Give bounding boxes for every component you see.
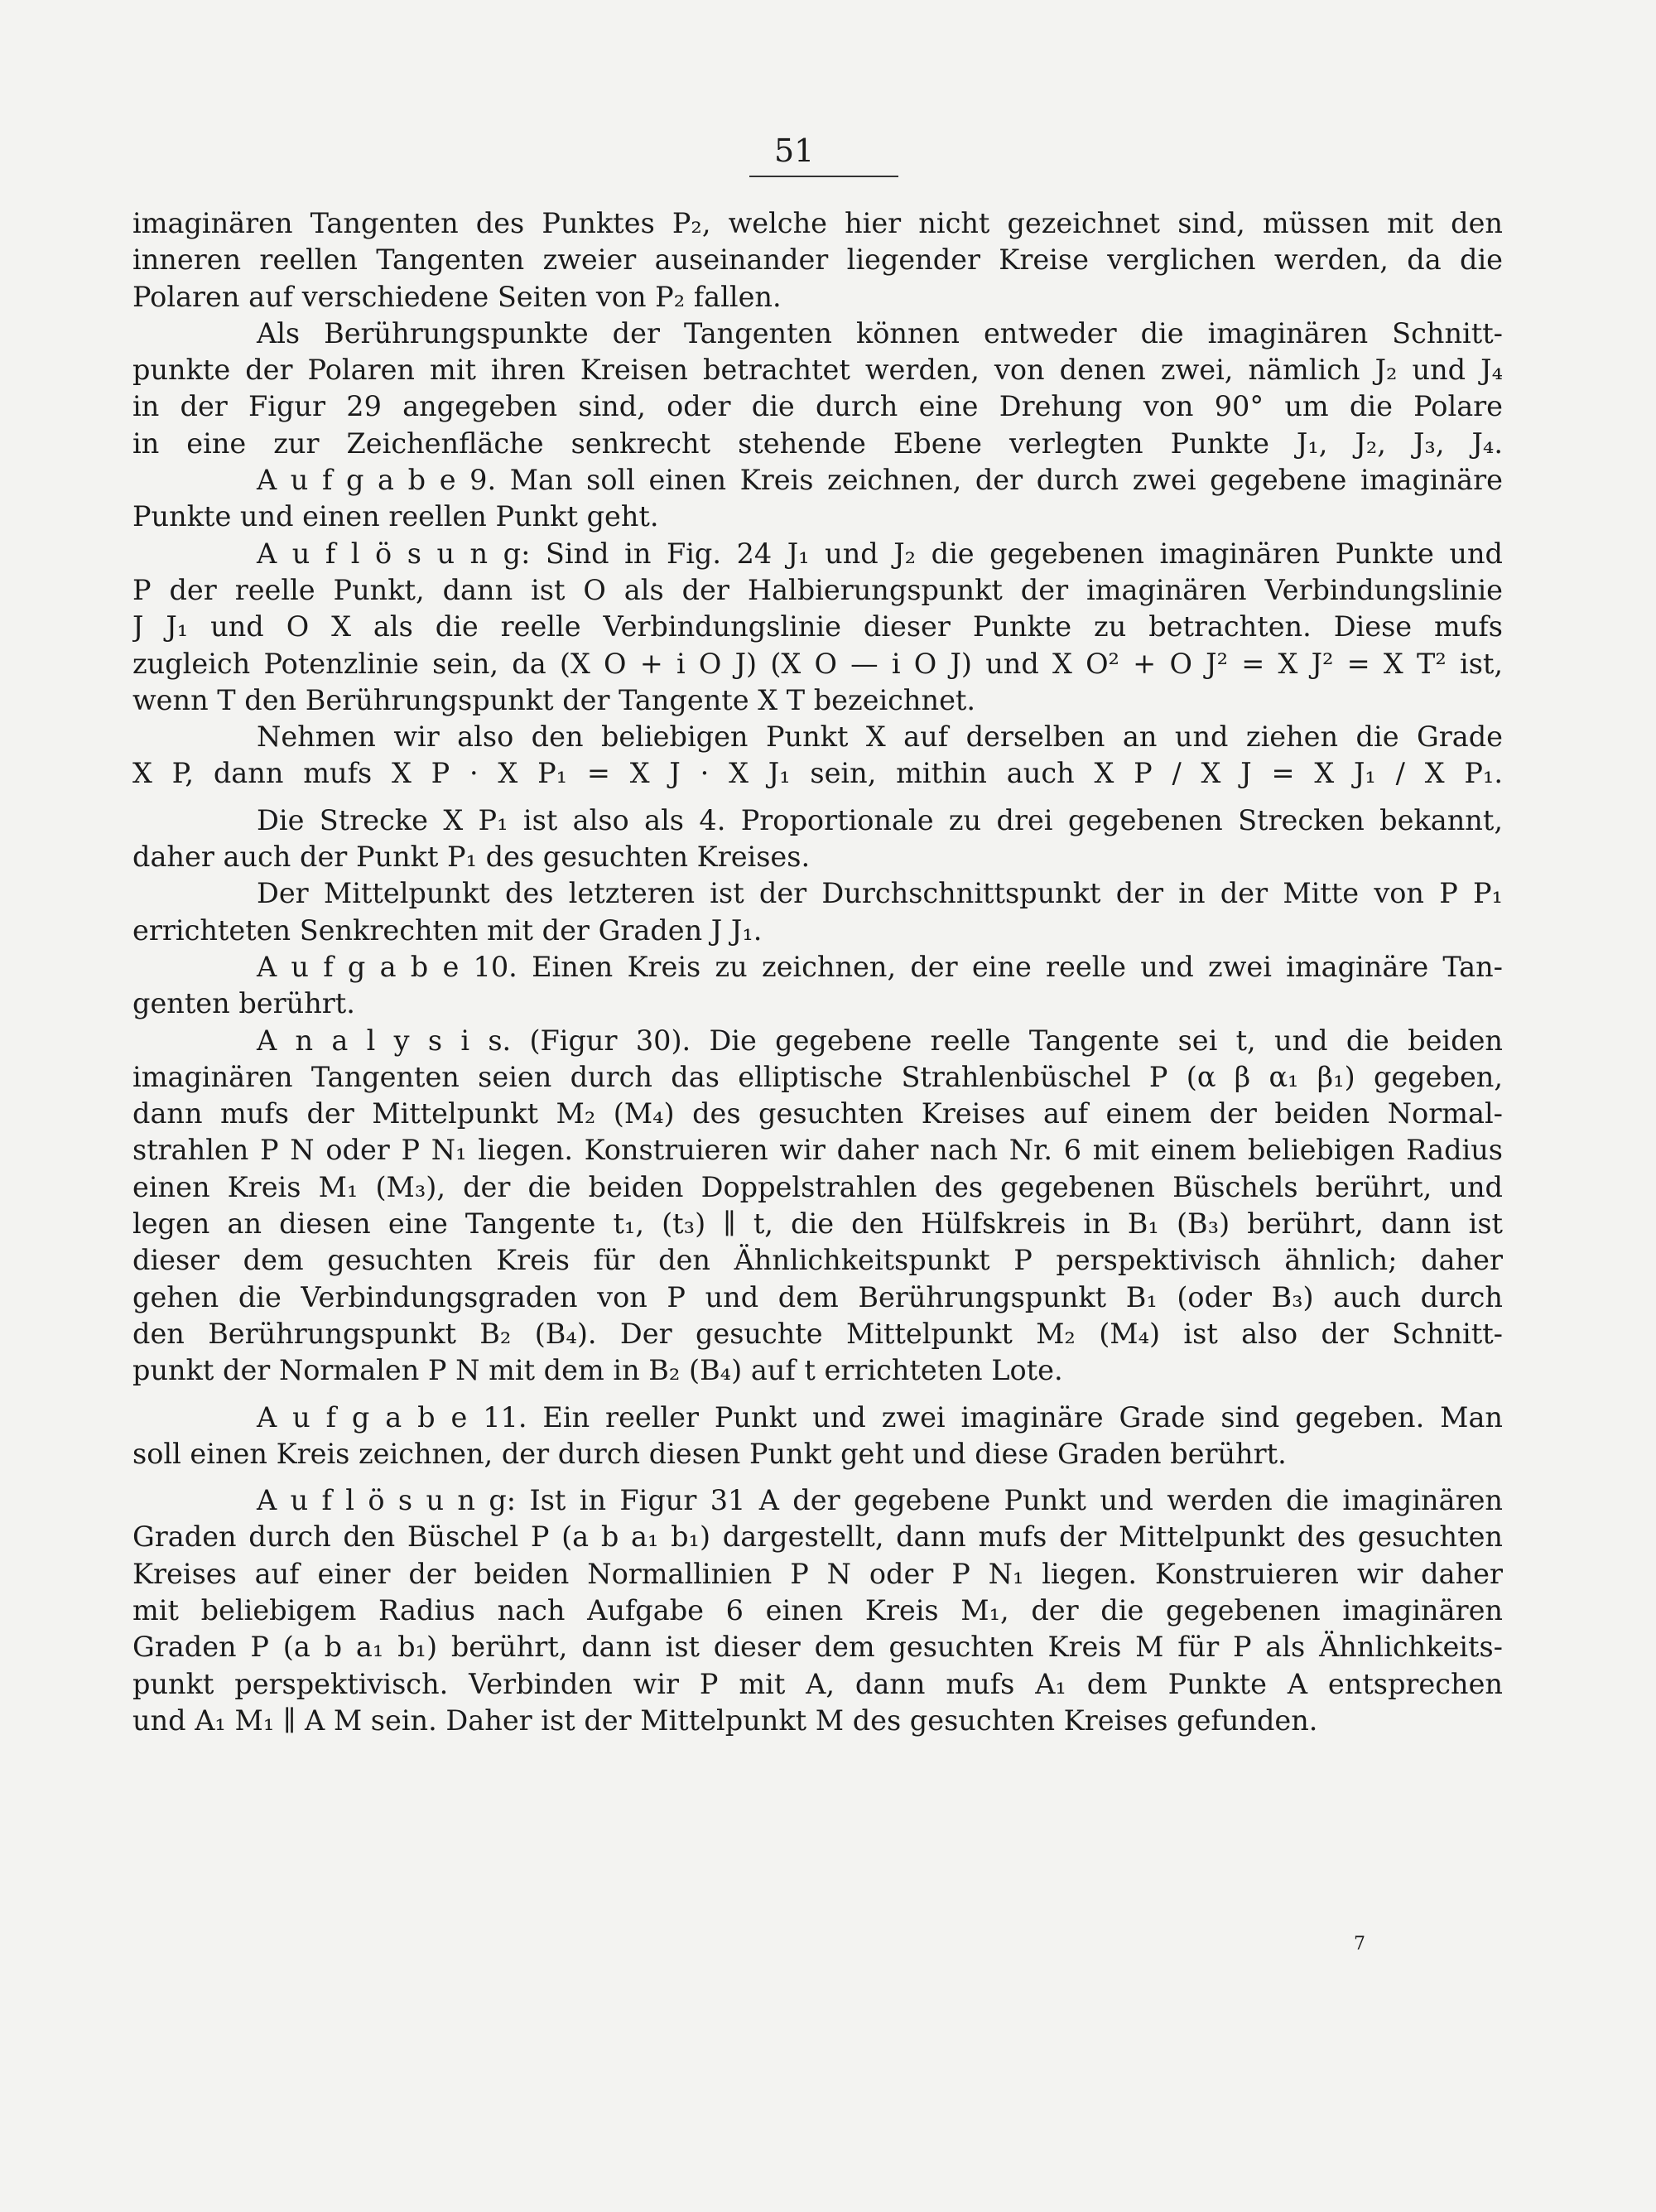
text-line: in eine zur Zeichenfläche senkrecht stehende Ebene verlegten Punkte J₁, J₂, J₃, J₄. [132, 426, 1503, 460]
text-line: daher auch der Punkt P₁ des gesuchten Kreises. [132, 841, 811, 874]
text-line: soll einen Kreis zeichnen, der durch diesen Punkt geht und diese Graden berührt. [132, 1437, 1287, 1470]
text-line: Der Mittelpunkt des letzteren ist der Durchschnittspunkt der in der Mitte von P P₁ [257, 877, 1503, 910]
text-line: strahlen P N oder P N₁ liegen. Konstruieren wir daher nach Nr. 6 mit einem beliebigen Radius [132, 1134, 1503, 1167]
text-line: A u f l ö s u n g: Ist in Figur 31 A der gegebene Punkt und werden die imaginären [257, 1484, 1503, 1517]
text-line: punkt perspektivisch. Verbinden wir P mit A, dann mufs A₁ dem Punkte A entsprechen [132, 1667, 1503, 1700]
line-gap [132, 1472, 1503, 1482]
text-line: punkt der Normalen P N mit dem in B₂ (B₄) auf t errichteten Lote. [132, 1354, 1063, 1387]
page-body [132, 205, 1503, 1739]
text-line: A u f g a b e 9. Man soll einen Kreis zeichnen, der durch zwei gegebene imaginäre [257, 464, 1503, 497]
text-line: A u f g a b e 10. Einen Kreis zu zeichnen, der eine reelle und zwei imaginäre Tan- [257, 950, 1503, 983]
text-line: Graden P (a b a₁ b₁) berührt, dann ist dieser dem gesuchten Kreis M für P als Ähnlichkeits- [132, 1631, 1503, 1664]
text-line: und A₁ M₁ ∥ A M sein. Daher ist der Mittelpunkt M des gesuchten Kreises gefunden. [132, 1704, 1318, 1737]
text-line: Als Berührungspunkte der Tangenten können entweder die imaginären Schnitt- [257, 316, 1503, 349]
text-line: Die Strecke X P₁ ist also als 4. Proportionale zu drei gegebenen Strecken bekannt, [257, 803, 1503, 836]
text-line: genten berührt. [132, 987, 355, 1020]
text-line: wenn T den Berührungspunkt der Tangente X T bezeichnet. [132, 683, 976, 716]
text-line: Polaren auf verschiedene Seiten von P₂ fallen. [132, 280, 782, 313]
line-gap [132, 793, 1503, 802]
text-line: X P, dann mufs X P · X P₁ = X J · X J₁ sein, mithin auch X P / X J = X J₁ / X P₁. [132, 757, 1503, 790]
text-line: legen an diesen eine Tangente t₁, (t₃) ∥ t, die den Hülfskreis in B₁ (B₃) berührt, dann ist [132, 1207, 1503, 1241]
text-line: zugleich Potenzlinie sein, da (X O + i O J) (X O — i O J) und X O² + O J² = X J² = X T² ist, [132, 647, 1503, 680]
text-line: P der reelle Punkt, dann ist O als der Halbierungspunkt der imaginären Verbindungslinie [132, 573, 1503, 606]
text-line: A u f g a b e 11. Ein reeller Punkt und zwei imaginäre Grade sind gegeben. Man [257, 1400, 1503, 1434]
text-line: imaginären Tangenten seien durch das elliptische Strahlenbüschel P (α β α₁ β₁) gegeben, [132, 1060, 1503, 1093]
text-line: Kreises auf einer der beiden Normallinien P N oder P N₁ liegen. Konstruieren wir daher [132, 1557, 1503, 1590]
text-line: errichteten Senkrechten mit der Graden J J₁. [132, 913, 763, 947]
text-line: den Berührungspunkt B₂ (B₄). Der gesuchte Mittelpunkt M₂ (M₄) ist also der Schnitt- [132, 1317, 1503, 1350]
text-line: punkte der Polaren mit ihren Kreisen betrachtet werden, von denen zwei, nämlich J₂ und J₄ [132, 354, 1503, 387]
text-line: Punkte und einen reellen Punkt geht. [132, 500, 659, 533]
text-line: Graden durch den Büschel P (a b a₁ b₁) dargestellt, dann mufs der Mittelpunkt des gesuchten [132, 1520, 1503, 1554]
header-rule [749, 176, 898, 177]
text-line: dieser dem gesuchten Kreis für den Ähnlichkeitspunkt P perspektivisch ähnlich; daher [132, 1244, 1503, 1277]
text-line: inneren reellen Tangenten zweier auseinander liegender Kreise verglichen werden, da die [132, 243, 1503, 277]
page-number: 51 [774, 133, 815, 169]
text-line: einen Kreis M₁ (M₃), der die beiden Doppelstrahlen des gegebenen Büschels berührt, und [132, 1170, 1503, 1203]
text-line: dann mufs der Mittelpunkt M₂ (M₄) des gesuchten Kreises auf einem der beiden Normal- [132, 1097, 1503, 1130]
text-line: mit beliebigem Radius nach Aufgabe 6 einen Kreis M₁, der die gegebenen imaginären [132, 1593, 1503, 1626]
signature-mark: 7 [1354, 1934, 1365, 1954]
line-gap [132, 1390, 1503, 1400]
text-line: gehen die Verbindungsgraden von P und dem Berührungspunkt B₁ (oder B₃) auch durch [132, 1280, 1503, 1313]
text-line: A u f l ö s u n g: Sind in Fig. 24 J₁ und J₂ die gegebenen imaginären Punkte und [257, 537, 1503, 570]
text-line: Nehmen wir also den beliebigen Punkt X auf derselben an und ziehen die Grade [257, 720, 1503, 754]
text-line: J J₁ und O X als die reelle Verbindungslinie dieser Punkte zu betrachten. Diese mufs [132, 610, 1503, 643]
text-line: in der Figur 29 angegeben sind, oder die durch eine Drehung von 90° um die Polare [132, 390, 1503, 423]
text-line: A n a l y s i s. (Figur 30). Die gegebene reelle Tangente sei t, und die beiden [257, 1024, 1503, 1057]
text-line: imaginären Tangenten des Punktes P₂, welche hier nicht gezeichnet sind, müssen mit den [132, 207, 1503, 239]
